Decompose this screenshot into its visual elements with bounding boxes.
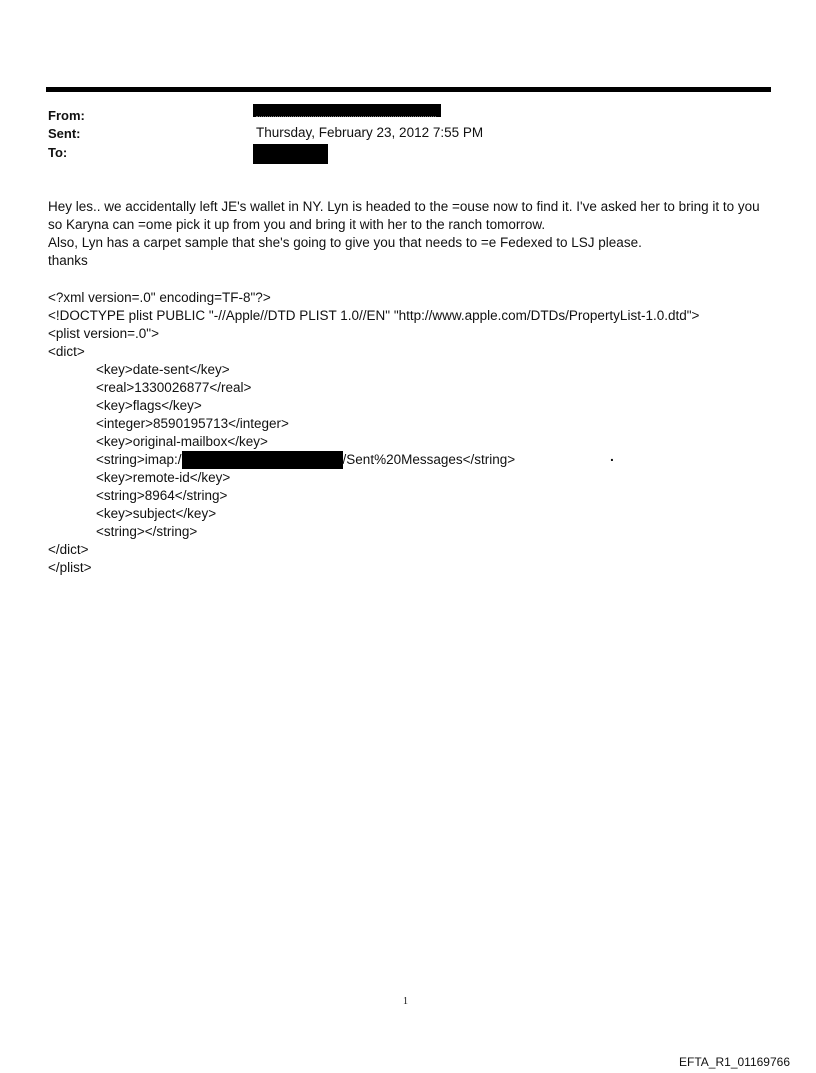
mailbox-redaction <box>182 451 343 469</box>
from-value-residue <box>256 116 436 120</box>
plist-entry: <integer>8590195713</integer> <box>96 416 289 431</box>
plist-entry: <string>8964</string> <box>96 488 228 503</box>
message-body <box>48 198 778 270</box>
from-label: From: <box>48 108 85 123</box>
sent-value: Thursday, February 23, 2012 7:55 PM <box>256 125 484 140</box>
plist-block <box>48 289 699 577</box>
plist-entry-mailbox <box>48 451 699 469</box>
plist-entry: <key>date-sent</key> <box>96 362 230 377</box>
plist-entry: <real>1330026877</real> <box>96 380 252 395</box>
stray-mark: . <box>610 448 614 464</box>
doctype-line: <!DOCTYPE plist PUBLIC "-//Apple//DTD PLIST 1.0//EN" "http://www.apple.com/DTDs/PropertyList-1.0.dtd"> <box>48 308 700 323</box>
plist-entry: <key>original-mailbox</key> <box>96 434 268 449</box>
xml-declaration: <?xml version=.0" encoding=TF-8"?> <box>48 290 271 305</box>
message-line: thanks <box>48 253 88 268</box>
message-line: Also, Lyn has a carpet sample that she's going to give you that needs to =e Fedexed to LSJ please. <box>48 235 642 250</box>
mailbox-suffix: /Sent%20Messages</string> <box>342 452 516 467</box>
page-number: 1 <box>403 996 408 1007</box>
plist-open-tag: <plist version=.0"> <box>48 326 159 341</box>
plist-entry: <string></string> <box>96 524 198 539</box>
plist-entry: <key>remote-id</key> <box>96 470 231 485</box>
mailbox-prefix: <string>imap:/ <box>96 452 182 467</box>
message-line: Hey les.. we accidentally left JE's wallet in NY. Lyn is headed to the =ouse now to find it. I've asked her to bring it to you <box>48 199 760 214</box>
message-line: so Karyna can =ome pick it up from you and bring it with her to the ranch tomorrow. <box>48 217 546 232</box>
plist-close-tag: </plist> <box>48 560 92 575</box>
plist-entry: <key>subject</key> <box>96 506 217 521</box>
document-id: EFTA_R1_01169766 <box>679 1055 790 1069</box>
to-redaction <box>253 144 328 164</box>
header-divider <box>46 87 771 92</box>
sent-label: Sent: <box>48 126 81 141</box>
dict-close-tag: </dict> <box>48 542 89 557</box>
to-label: To: <box>48 145 68 160</box>
plist-entry: <key>flags</key> <box>96 398 202 413</box>
dict-open-tag: <dict> <box>48 344 85 359</box>
